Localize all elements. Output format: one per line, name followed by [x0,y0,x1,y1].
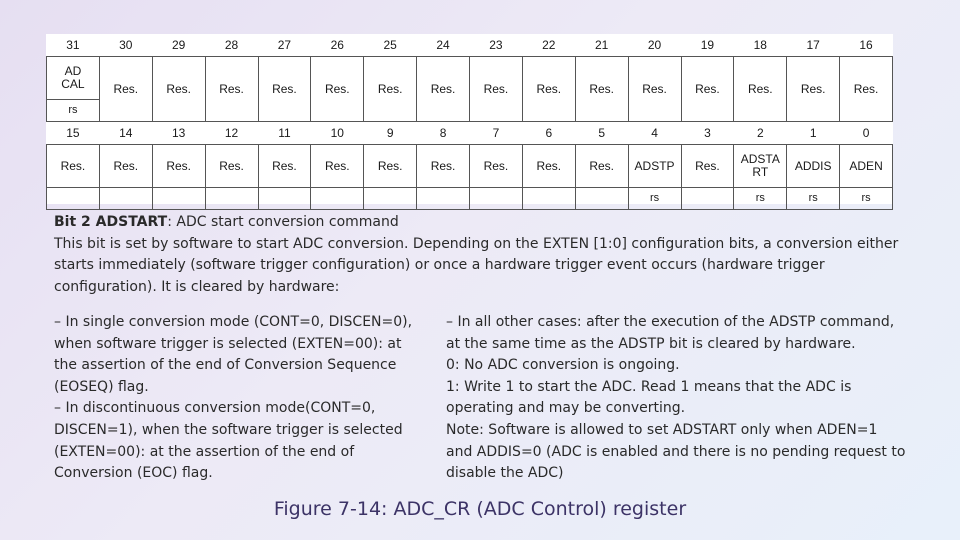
field-reserved: Res. [152,57,205,122]
access-empty [470,188,523,210]
field-reserved: Res. [628,57,681,122]
access-empty [152,188,205,210]
field-reserved: Res. [575,57,628,122]
bit-title-name: Bit 2 ADSTART [54,214,168,230]
access-rs: rs [734,188,787,210]
right-line: 0: No ADC conversion is ongoing. [446,357,680,374]
field-reserved: Res. [258,145,311,188]
bit-number: 28 [224,37,239,52]
field-reserved: Res. [205,145,258,188]
access-empty [417,188,470,210]
field-addis: ADDIS [787,145,840,188]
bit-number: 29 [172,37,186,52]
bit-number: 4 [651,125,658,140]
bit-title-text: : ADC start conversion command [167,214,399,230]
bit-number: 5 [598,125,606,140]
access-empty [47,188,100,210]
access-empty [522,188,575,210]
bit-number: 21 [595,37,609,52]
access-rs: rs [787,188,840,210]
bit-number: 27 [277,37,292,52]
bit-number: 16 [859,37,873,52]
bit-number: 22 [542,37,556,52]
access-empty [364,188,417,210]
register-table [46,34,893,204]
bit-number: 7 [492,125,500,140]
field-aden: ADEN [840,145,893,188]
bit-number: 3 [704,125,711,140]
bit-body: This bit is set by software to start ADC conversion. Depending on the EXTEN [1:0] configuration bits, a conversion either starts immediately (software trigger configuration) or once a hardware trigger event occurs (hardware trigger configuration). It is cleared by hardware: [54,235,899,295]
left-line: the assertion of the end of Conversion Sequence [54,357,397,374]
field-reserved: Res. [470,145,523,188]
bit-number: 23 [489,37,503,52]
upper-bit-numbers-row [47,34,893,57]
left-line: (EXTEN=00): at the assertion of the end of [54,443,355,460]
bit-number: 24 [436,37,450,52]
field-reserved: Res. [575,145,628,188]
right-line: operating and may be converting. [446,400,686,417]
field-adstp: ADSTP [628,145,681,188]
bit-number: 10 [330,125,344,140]
field-reserved: Res. [47,145,100,188]
field-reserved: Res. [311,145,364,188]
lower-access-row [47,188,893,210]
bit-number: 14 [119,125,133,140]
right-line: 1: Write 1 to start the ADC. Read 1 means that the ADC is [446,378,852,395]
field-adcal: AD CAL [47,57,100,100]
bit-number: 20 [647,37,662,52]
upper-fields-row [47,57,893,100]
field-reserved: Res. [205,57,258,122]
field-reserved: Res. [522,145,575,188]
field-reserved: Res. [311,57,364,122]
bit-number: 0 [862,125,870,140]
figure-caption: Figure 7-14: ADC_CR (ADC Control) register [273,498,687,520]
bit-description [54,212,914,298]
access-empty [205,188,258,210]
bit-number: 1 [809,125,817,140]
bit-number: 11 [278,125,291,140]
field-reserved: Res. [152,145,205,188]
field-reserved: Res. [522,57,575,122]
left-line: – In single conversion mode (CONT=0, DISCEN=0), [54,314,413,330]
lower-fields-row [47,145,893,188]
right-line: and ADDIS=0 (ADC is enabled and there is no pending request to [446,443,906,460]
bit-number: 12 [224,125,239,140]
access-empty [258,188,311,210]
field-reserved: Res. [787,57,840,122]
field-reserved: Res. [364,145,417,188]
bit-number: 30 [119,37,133,52]
bit-number: 6 [545,125,553,140]
access-empty [311,188,364,210]
bit-number: 13 [172,125,186,140]
access-rs: rs [628,188,681,210]
left-line: DISCEN=1), when the software trigger is selected [54,421,403,438]
right-line: disable the ADC) [446,465,564,482]
field-reserved: Res. [99,145,152,188]
bit-number: 26 [330,37,344,52]
left-line: – In discontinuous conversion mode(CONT=0, [54,400,376,417]
access-rs: rs [840,188,893,210]
access-empty [575,188,628,210]
bit-number: 19 [700,37,715,52]
bit-number: 15 [66,125,80,140]
left-line: when software trigger is selected (EXTEN=00): at [54,335,402,352]
field-adstart: ADSTA RT [734,145,787,188]
field-reserved: Res. [99,57,152,122]
right-line: – In all other cases: after the execution of the ADSTP command, [446,314,895,330]
bit-title [54,212,914,234]
bit-number: 31 [66,37,80,52]
left-column [54,312,426,485]
field-reserved: Res. [840,57,893,122]
field-reserved: Res. [417,57,470,122]
field-reserved: Res. [681,57,734,122]
field-reserved: Res. [258,57,311,122]
field-reserved: Res. [734,57,787,122]
access-empty [681,188,734,210]
bit-number: 9 [386,125,394,140]
bit-number: 8 [439,125,447,140]
bit-number: 2 [756,125,764,140]
right-column [446,312,926,485]
right-line: Note: Software is allowed to set ADSTART only when ADEN=1 [446,421,878,438]
bit-number: 25 [383,37,397,52]
field-reserved: Res. [417,145,470,188]
left-line: Conversion (EOC) flag. [54,465,213,482]
field-reserved: Res. [470,57,523,122]
bit-number: 18 [753,37,767,52]
lower-bit-numbers-row [47,122,893,145]
left-line: (EOSEQ) flag. [54,378,149,395]
field-reserved: Res. [681,145,734,188]
access-rs: rs [47,100,100,122]
field-reserved: Res. [364,57,417,122]
bit-number: 17 [806,37,820,52]
access-empty [99,188,152,210]
right-line: at the same time as the ADSTP bit is cleared by hardware. [446,335,856,352]
